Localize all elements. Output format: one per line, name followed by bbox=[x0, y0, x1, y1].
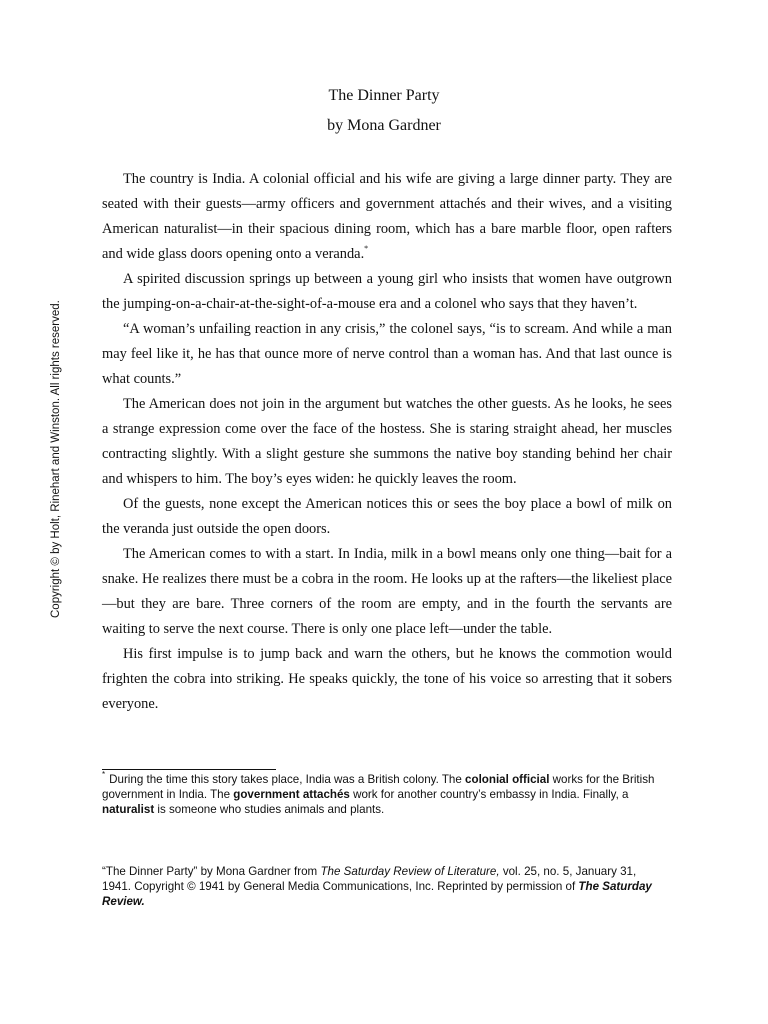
footnote-reference-marker: * bbox=[364, 244, 369, 253]
story-paragraph-2: A spirited discussion springs up between a young girl who insists that women have outgrown the jumping-on-a-chair-at-the-sight-of-a-mouse era and a colonel who says that they haven’t. bbox=[102, 271, 672, 312]
credit-publication: The Saturday Review of Literature, bbox=[320, 865, 500, 878]
source-credit bbox=[102, 864, 667, 909]
footnote-text: During the time this story takes place, India was a British colony. The bbox=[109, 773, 466, 786]
story-paragraph-1-text: The country is India. A colonial official and his wife are giving a large dinner party. They are seated with their guests—army officers and government attachés and their wives, and a visiting American naturalist—in their spacious dining room, which has a bare marble floor, open rafters and wide glass doors opening onto a veranda. bbox=[102, 171, 672, 262]
story-paragraph-7: His first impulse is to jump back and warn the others, but he knows the commotion would frighten the cobra into striking. He speaks quickly, the tone of his voice so arresting that it sobers everyone. bbox=[102, 646, 672, 712]
credit-publication: The Saturday Review. bbox=[102, 880, 652, 908]
footnote-text: works for the British government in India. The bbox=[102, 773, 655, 801]
story-paragraph-6: The American comes to with a start. In India, milk in a bowl means only one thing—bait for a snake. He realizes there must be a cobra in the room. He looks up at the rafters—the likeliest place—but they are bare. Three corners of the room are empty, and in the fourth the servants are waiting to serve the next course. There is only one place left—under the table. bbox=[102, 546, 672, 637]
footnote-marker: * bbox=[102, 770, 106, 779]
story-title: The Dinner Party bbox=[328, 87, 440, 104]
credit-text: vol. 25, no. 5, January 31, 1941. Copyright © 1941 by General Media Communications, Inc. Reprinted by permission of bbox=[102, 865, 637, 893]
footnote-term: naturalist bbox=[102, 803, 155, 816]
footnote-term: government attachés bbox=[233, 788, 350, 801]
footnote-text: is someone who studies animals and plants. bbox=[154, 803, 385, 816]
footnote-term: colonial official bbox=[465, 773, 550, 786]
story-paragraph-3: “A woman’s unfailing reaction in any crisis,” the colonel says, “is to scream. And while a man may feel like it, he has that ounce more of nerve control than a woman has. And that last ounce is what counts.” bbox=[102, 321, 672, 387]
story-author: by Mona Gardner bbox=[327, 117, 441, 134]
story-paragraph-1 bbox=[102, 167, 672, 267]
footnote-text: work for another country’s embassy in India. Finally, a bbox=[349, 788, 629, 801]
story-paragraph-5: Of the guests, none except the American notices this or sees the boy place a bowl of milk on the veranda just outside the open doors. bbox=[102, 496, 672, 537]
side-copyright-notice: Copyright © by Holt, Rinehart and Winston. All rights reserved. bbox=[50, 300, 62, 618]
story-body bbox=[102, 167, 672, 717]
story-paragraph-4: The American does not join in the argument but watches the other guests. As he looks, he sees a strange expression come over the face of the hostess. She is staring straight ahead, her muscles contracting slightly. With a slight gesture she summons the native boy standing behind her chair and whispers to him. The boy’s eyes widen: he quickly leaves the room. bbox=[102, 396, 672, 487]
footnote bbox=[102, 772, 662, 817]
footnote-divider bbox=[102, 769, 276, 770]
credit-text: “The Dinner Party” by Mona Gardner from bbox=[102, 865, 321, 878]
